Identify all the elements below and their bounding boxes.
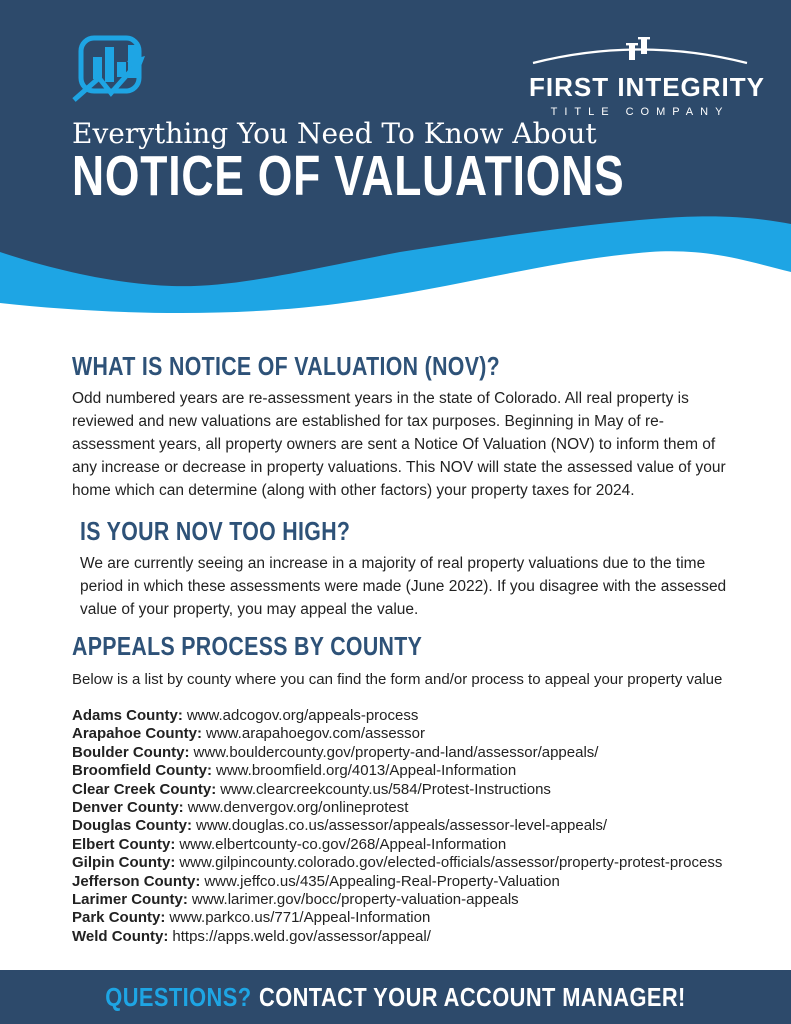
footer-contact-message: CONTACT YOUR ACCOUNT MANAGER! [258,981,686,1012]
county-list-item [72,836,731,854]
county-list-item [72,799,731,817]
company-name: FIRST INTEGRITY [529,72,765,102]
county-appeal-url[interactable]: www.parkco.us/771/Appeal-Information [169,909,431,927]
county-list-item [72,928,731,946]
county-name: Jefferson County: [72,872,201,890]
hero-header [0,0,791,335]
section-what-is-nov [72,335,731,502]
county-appeal-url[interactable]: www.broomfield.org/4013/Appeal-Information [216,762,517,780]
section-appeals-process [72,621,731,946]
company-logo [529,34,765,118]
section-body-nov-too-high: We are currently seeing an increase in a majority of real property valuations due to the time period in which these assessments were made (June 2022). If you disagree with the assessed value of your property, you may appeal the value. [80,555,727,618]
county-appeal-url[interactable]: www.douglas.co.us/assessor/appeals/assessor-level-appeals/ [196,817,608,835]
county-name: Douglas County: [72,817,192,835]
footer-banner [0,970,791,1024]
county-list-item [72,873,731,891]
growth-bar-chart-icon [70,32,152,108]
county-list-item [72,854,731,872]
county-name: Clear Creek County: [72,780,217,798]
main-content [0,335,791,946]
hero-subtitle: Everything You Need To Know About [72,117,597,150]
county-name: Elbert County: [72,835,176,853]
county-list-item [72,781,731,799]
county-list-item [72,762,731,780]
section-body-what-is-nov: Odd numbered years are re-assessment years in the state of Colorado. All real property is reviewed and new valuations are established for tax purposes. Beginning in May of re-assessment years, all property owners are sent a Notice Of Valuation (NOV) to inform them of any increase or decrease in property valuations. This NOV will state the assessed value of your home which can determine (along with other factors) your property taxes for 2024. [72,390,726,499]
county-appeal-url[interactable]: www.elbertcounty-co.gov/268/Appeal-Information [179,835,507,853]
county-list-item [72,744,731,762]
county-name: Denver County: [72,799,184,817]
county-name: Boulder County: [72,743,190,761]
county-appeal-url[interactable]: www.bouldercounty.gov/property-and-land/assessor/appeals/ [193,743,599,761]
county-name: Arapahoe County: [72,725,203,743]
county-list-item [72,891,731,909]
hero-content [0,0,791,335]
county-appeal-url[interactable]: www.gilpincounty.colorado.gov/elected-officials/assessor/property-protest-process [179,854,723,872]
page-title: NOTICE OF VALUATIONS [72,144,625,208]
county-appeal-url[interactable]: www.jeffco.us/435/Appealing-Real-Property-Valuation [204,872,560,890]
footer-questions-label: QUESTIONS? [105,981,252,1012]
county-appeal-url[interactable]: www.adcogov.org/appeals-process [186,707,419,724]
bridge-arch-icon [529,34,751,66]
county-appeal-url[interactable]: www.denvergov.org/onlineprotest [187,799,409,817]
section-heading-nov-too-high: IS YOUR NOV TOO HIGH? [80,516,351,546]
company-tagline: TITLE COMPANY [550,106,730,118]
county-appeal-url[interactable]: www.arapahoegov.com/assessor [206,725,426,743]
county-list-item [72,707,731,725]
county-list-item [72,909,731,927]
county-appeal-url[interactable]: https://apps.weld.gov/assessor/appeal/ [172,927,431,945]
county-name: Gilpin County: [72,854,176,872]
section-heading-appeals-process: APPEALS PROCESS BY COUNTY [72,631,423,661]
county-appeal-url[interactable]: www.larimer.gov/bocc/property-valuation-appeals [191,891,519,909]
section-nov-too-high [80,502,731,621]
county-list-item [72,817,731,835]
section-heading-what-is-nov: WHAT IS NOTICE OF VALUATION (NOV)? [72,351,501,381]
county-name: Park County: [72,909,166,927]
footer-text [105,982,685,1013]
county-appeal-url[interactable]: www.clearcreekcounty.us/584/Protest-Instructions [220,780,551,798]
county-name: Weld County: [72,927,169,945]
county-list-item [72,725,731,743]
county-name: Larimer County: [72,891,188,909]
county-appeals-list [72,707,731,946]
county-name: Adams County: [72,707,183,724]
appeals-intro-text: Below is a list by county where you can find the form and/or process to appeal your property value [72,671,723,688]
county-name: Broomfield County: [72,762,212,780]
